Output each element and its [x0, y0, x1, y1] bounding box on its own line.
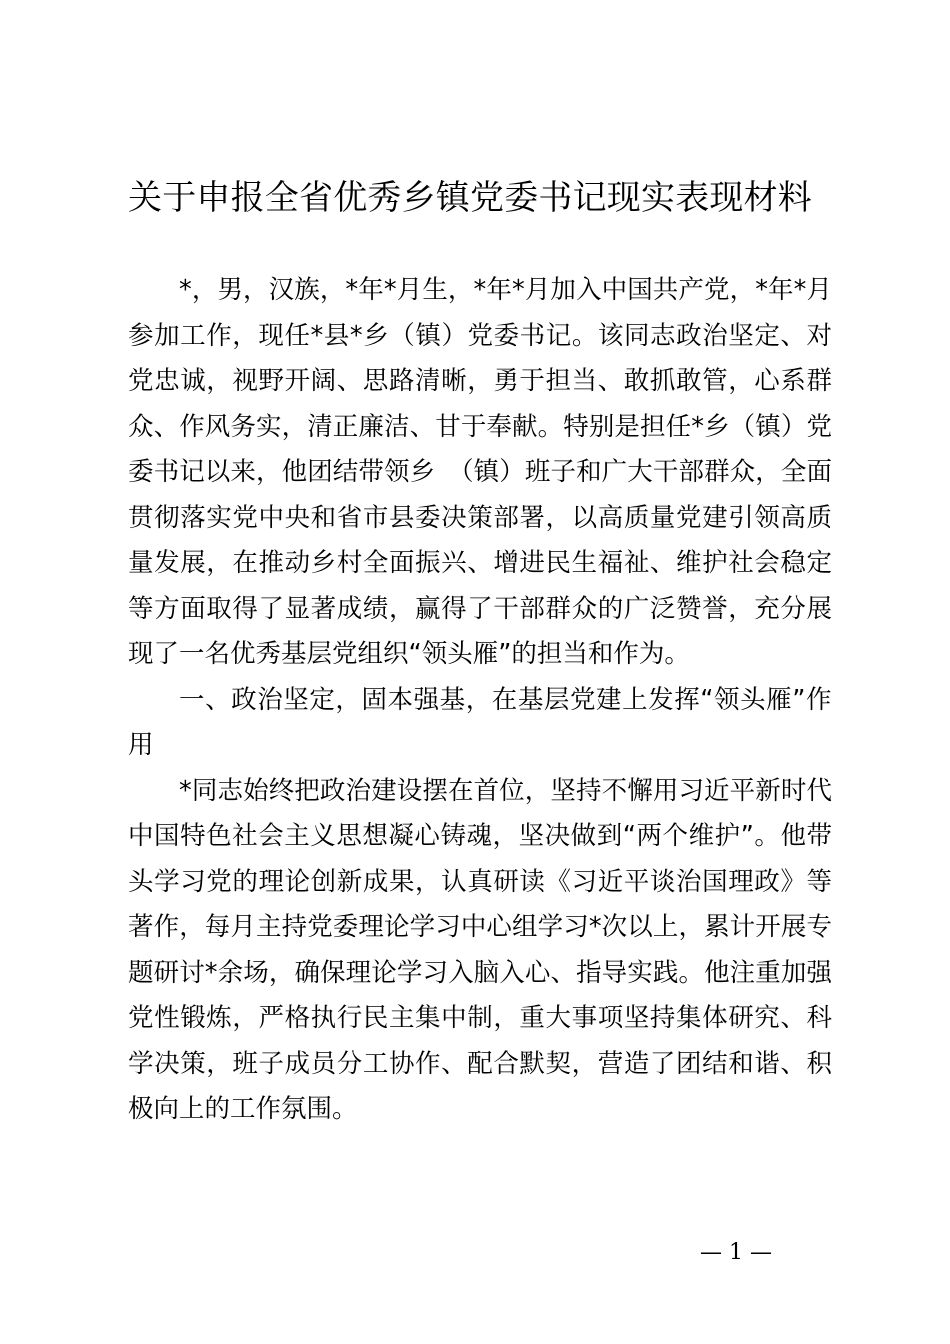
section-heading-1: 一、政治坚定，固本强基，在基层党建上发挥“领头雁”作用: [128, 684, 832, 760]
document-body: [128, 268, 832, 1133]
document-title: 关于申报全省优秀乡镇党委书记现实表现材料: [128, 178, 812, 218]
section-1-paragraph: *同志始终把政治建设摆在首位，坚持不懈用习近平新时代中国特色社会主义思想凝心铸魂，坚决做到“两个维护”。他带头学习党的理论创新成果，认真研读《习近平谈治国理政》等著作，每月主持党委理论学习中心组学习*次以上，累计开展专题研讨*余场，确保理论学习入脑入心、指导实践。他注重加强党性锻炼，严格执行民主集中制，重大事项坚持集体研究、科学决策，班子成员分工协作、配合默契，营造了团结和谐、积极向上的工作氛围。: [128, 775, 832, 1124]
page-number: — 1 —: [700, 1240, 772, 1265]
intro-paragraph: *，男，汉族，*年*月生，*年*月加入中国共产党，*年*月参加工作，现任*县*乡（镇）党委书记。该同志政治坚定、对党忠诚，视野开阔、思路清晰，勇于担当、敢抓敢管，心系群众、作风务实，清正廉洁、甘于奉献。特别是担任*乡（镇）党委书记以来，他团结带领乡 （镇）班子和广大干部群众，全面贯彻落实党中央和省市县委决策部署，以高质量党建引领高质量发展，在推动乡村全面振兴、增进民生福祉、维护社会稳定等方面取得了显著成绩，赢得了干部群众的广泛赞誉，充分展现了一名优秀基层党组织“领头雁”的担当和作为。: [128, 275, 832, 669]
